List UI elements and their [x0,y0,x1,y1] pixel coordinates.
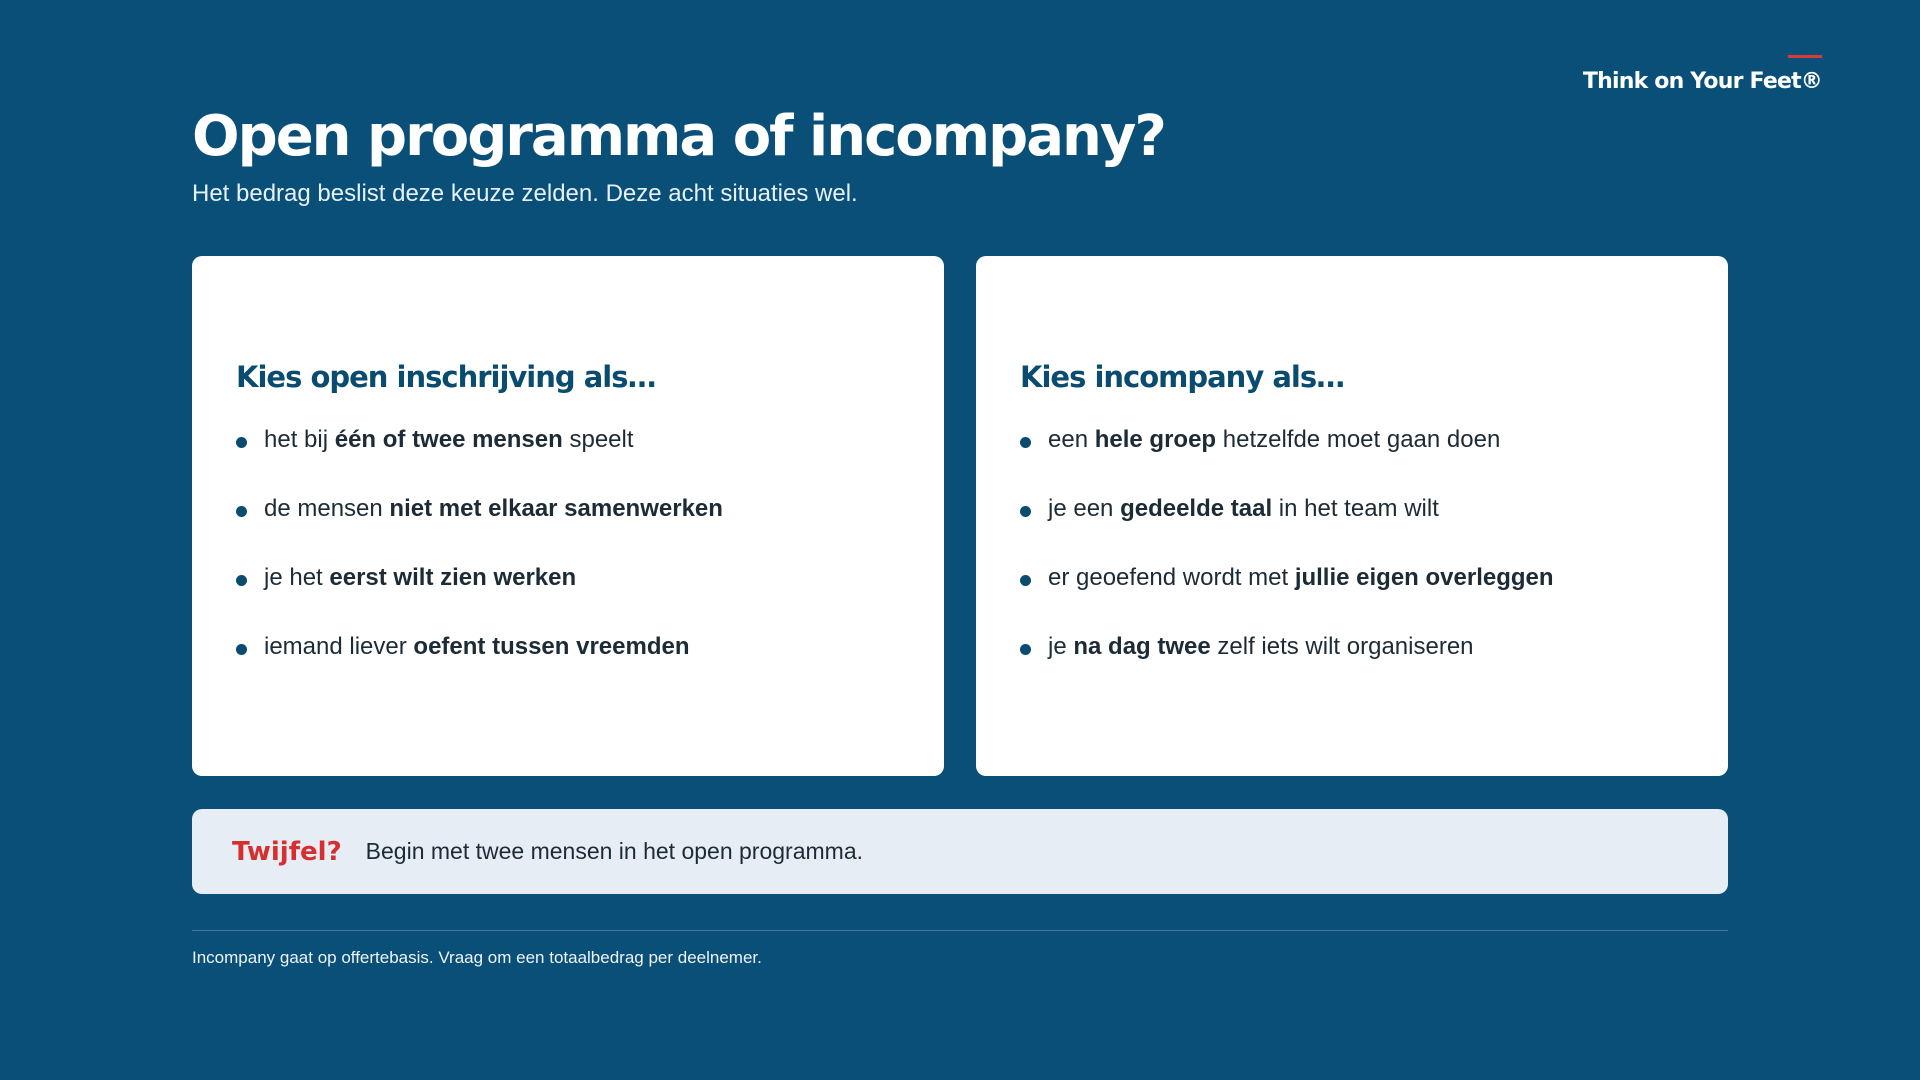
card-title: Kies open inschrijving als… [236,360,656,394]
brand-logo [1582,55,1822,105]
list-item [236,633,723,702]
open-enrollment-card [192,256,944,776]
tip-callout [192,809,1728,894]
list-item [1020,495,1554,564]
list-item-text: je na dag twee zelf iets wilt organiseren [1048,633,1474,660]
card-title: Kies incompany als… [1020,360,1345,394]
list-item [236,495,723,564]
bullet-list [1020,426,1554,702]
list-item [1020,426,1554,495]
list-item [1020,633,1554,702]
list-item-text: je een gedeelde taal in het team wilt [1048,495,1439,522]
tip-label: Twijfel? [232,836,342,867]
incompany-card [976,256,1728,776]
bullet-dot-icon [236,575,247,586]
bullet-dot-icon [236,644,247,655]
tip-text: Begin met twee mensen in het open programma. [365,838,864,864]
bullet-dot-icon [1020,575,1031,586]
bullet-dot-icon [1020,437,1031,448]
footnote: Incompany gaat op offertebasis. Vraag om een totaalbedrag per deelnemer. [192,948,762,967]
list-item-text: een hele groep hetzelfde moet gaan doen [1048,426,1501,453]
list-item-text: je het eerst wilt zien werken [264,564,577,591]
bullet-dot-icon [236,506,247,517]
logo-text: Think on Your Feet® [1582,69,1822,94]
bullet-dot-icon [236,437,247,448]
list-item-text: er geoefend wordt met jullie eigen overleggen [1048,564,1554,591]
bullet-dot-icon [1020,506,1031,517]
bullet-list [236,426,723,702]
list-item [236,426,723,495]
list-item-text: iemand liever oefent tussen vreemden [264,633,690,660]
page-title: Open programma of incompany? [192,104,1165,169]
page-subtitle: Het bedrag beslist deze keuze zelden. Deze acht situaties wel. [192,180,858,207]
list-item-text: de mensen niet met elkaar samenwerken [264,495,723,522]
bullet-dot-icon [1020,644,1031,655]
logo-accent-bar [1788,55,1822,58]
divider [192,930,1728,931]
list-item-text: het bij één of twee mensen speelt [264,426,634,453]
list-item [236,564,723,633]
list-item [1020,564,1554,633]
